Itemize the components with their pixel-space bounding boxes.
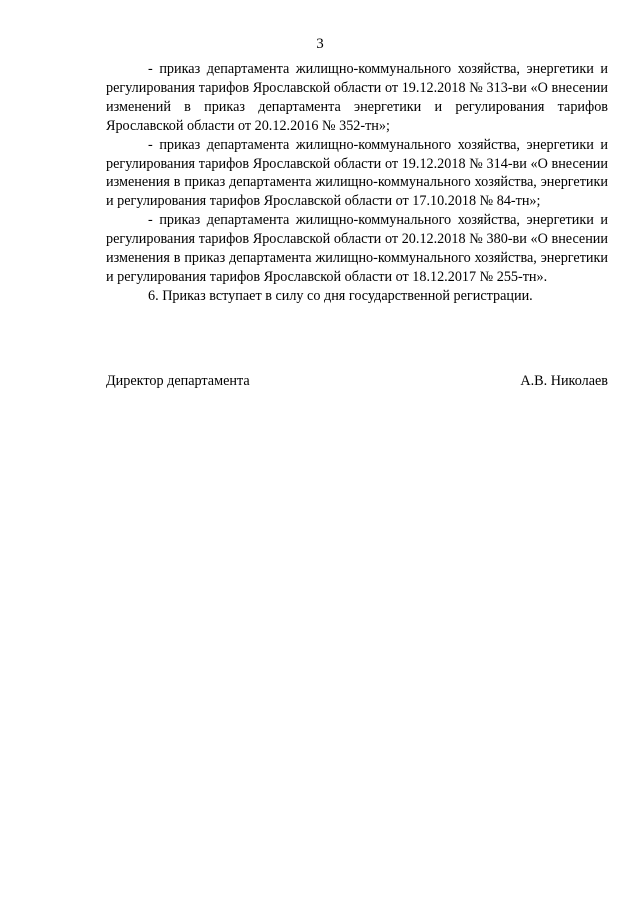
document-body — [106, 60, 608, 306]
paragraph-effective-date: 6. Приказ вступает в силу со дня государственной регистрации. — [148, 287, 533, 304]
paragraph-order-380: - приказ департамента жилищно-коммунального хозяйства, энергетики и регулирования тарифов Ярославской области от 20.12.2018 № 380-ви «О внесении изменения в приказ департамента жилищно-коммунального хозяйства, энергетики и регулирования тарифов Ярославской области от 18.12.2017 № 255-тн». — [106, 212, 608, 285]
page-number: 3 — [316, 36, 324, 52]
paragraph-order-314: - приказ департамента жилищно-коммунального хозяйства, энергетики и регулирования тарифов Ярославской области от 19.12.2018 № 314-ви «О внесении изменения в приказ департамента жилищно-коммунального хозяйства, энергетики и регулирования тарифов Ярославской области от 17.10.2018 № 84-тн»; — [106, 136, 608, 210]
signature-name: А.В. Николаев — [520, 373, 608, 389]
paragraph-order-313: - приказ департамента жилищно-коммунального хозяйства, энергетики и регулирования тарифов Ярославской области от 19.12.2018 № 313-ви «О внесении изменений в приказ департамента энергетики и регулирования тарифов Ярославской области от 20.12.2016 № 352-тн»; — [106, 61, 608, 134]
signature-block — [106, 372, 608, 391]
signature-position: Директор департамента — [106, 373, 250, 389]
